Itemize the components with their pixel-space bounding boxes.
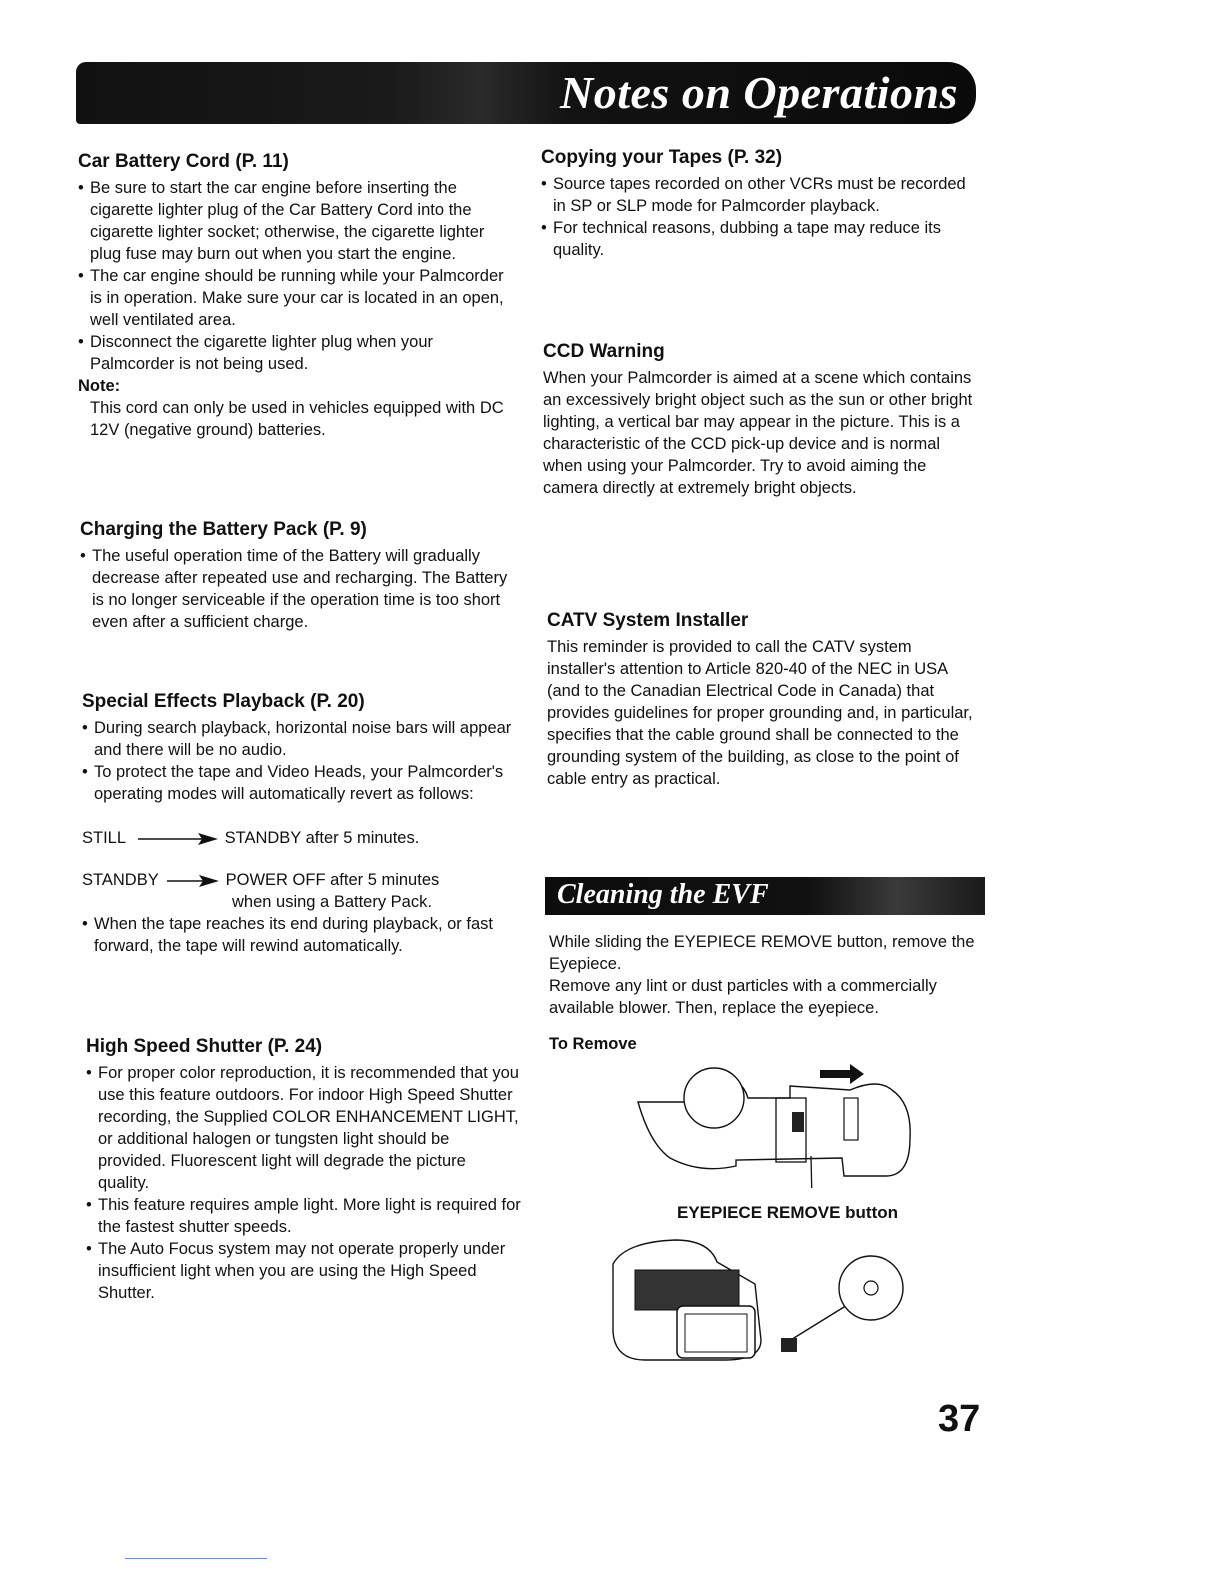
list-item: • When the tape reaches its end during playback, or fast forward, the tape will rewind automatically. <box>82 913 522 957</box>
list-item: • Be sure to start the car engine before inserting the cigarette lighter plug of the Car Battery Cord into the cigarette lighter socket; otherwise, the cigarette lighter plug fuse may burn out when you start the engine. <box>78 177 518 265</box>
note-label: Note: <box>78 377 121 395</box>
evf-banner <box>545 877 985 915</box>
special-effects-heading: Special Effects Playback (P. 20) <box>82 691 365 712</box>
list-item: • The car engine should be running while your Palmcorder is in operation. Make sure your car is located in an open, well ventilated area. <box>78 265 518 331</box>
list-item: • This feature requires ample light. More light is required for the fastest shutter speeds. <box>86 1194 521 1238</box>
page-number: 37 <box>938 1398 981 1440</box>
mode-flow-still <box>82 827 522 849</box>
copying-section <box>541 146 981 261</box>
special-effects-section <box>82 690 522 957</box>
copying-heading: Copying your Tapes (P. 32) <box>541 147 783 168</box>
ccd-heading: CCD Warning <box>543 341 665 362</box>
mode-flow-standby <box>82 869 522 913</box>
cleaning-illustration <box>605 1236 925 1366</box>
arrow-right-icon <box>163 874 221 888</box>
car-battery-heading: Car Battery Cord (P. 11) <box>78 151 289 172</box>
eyepiece-remove-callout: EYEPIECE REMOVE button <box>677 1203 899 1222</box>
list-item: • To protect the tape and Video Heads, your Palmcorder's operating modes will automatically revert as follows: <box>82 761 522 805</box>
list-item: • Disconnect the cigarette lighter plug when your Palmcorder is not being used. <box>78 331 518 375</box>
list-item: • The useful operation time of the Battery will gradually decrease after repeated use and recharging. The Battery is no longer serviceable if the operation time is too short even after a sufficient charge. <box>80 545 520 633</box>
header-banner <box>76 62 976 124</box>
car-battery-section <box>78 150 518 441</box>
catv-section <box>547 609 979 790</box>
high-speed-heading: High Speed Shutter (P. 24) <box>86 1036 323 1057</box>
page-title: Notes on Operations <box>560 67 958 118</box>
evf-text-1: While sliding the EYEPIECE REMOVE button, remove the Eyepiece. <box>549 933 975 973</box>
flow-from-standby: STANDBY <box>82 871 159 889</box>
list-item: • Source tapes recorded on other VCRs must be recorded in SP or SLP mode for Palmcorder playback. <box>541 173 981 217</box>
ccd-section <box>543 340 978 499</box>
evf-text-2: Remove any lint or dust particles with a commercially available blower. Then, replace the eyepiece. <box>549 977 937 1017</box>
arrow-right-icon <box>130 832 220 846</box>
flow-from-still: STILL <box>82 829 126 847</box>
ccd-text: When your Palmcorder is aimed at a scene which contains an excessively bright object such as the sun or other bright lighting, a vertical bar may appear in the picture. This is a characteristic of the CCD pick-up device and is normal when using your Palmcorder. Try to avoid aiming the camera directly at extremely bright objects. <box>543 369 973 497</box>
list-item: • During search playback, horizontal noise bars will appear and there will be no audio. <box>82 717 522 761</box>
charging-heading: Charging the Battery Pack (P. 9) <box>80 519 367 540</box>
catv-text: This reminder is provided to call the CATV system installer's attention to Article 820-40 of the NEC in USA (and to the Canadian Electrical Code in Canada) that provides guidelines for proper grounding and, in particular, specifies that the cable ground shall be connected to the grounding system of the building, as close to the point of cable entry as practical. <box>547 638 973 788</box>
list-item: • For technical reasons, dubbing a tape may reduce its quality. <box>541 217 981 261</box>
to-remove-label: To Remove <box>549 1035 637 1053</box>
flow-to-standby: STANDBY after 5 minutes. <box>224 829 420 847</box>
flow-continuation: when using a Battery Pack. <box>232 893 432 911</box>
list-item: • For proper color reproduction, it is recommended that you use this feature outdoors. For indoor High Speed Shutter recording, the Supplied COLOR ENHANCEMENT LIGHT, or additional halogen or tungsten light should be provided. Fluorescent light will degrade the picture quality. <box>86 1062 521 1194</box>
charging-section <box>80 518 520 633</box>
left-column <box>78 150 518 441</box>
evf-section <box>549 931 984 1055</box>
footer-rule <box>125 1558 267 1559</box>
high-speed-section <box>86 1035 521 1304</box>
list-item: • The Auto Focus system may not operate properly under insufficient light when you are using the High Speed Shutter. <box>86 1238 521 1304</box>
eyepiece-illustration <box>630 1058 920 1188</box>
note-text: This cord can only be used in vehicles equipped with DC 12V (negative ground) batteries. <box>90 399 504 439</box>
flow-to-power-off: POWER OFF after 5 minutes <box>225 871 440 889</box>
evf-banner-title: Cleaning the EVF <box>557 879 769 910</box>
arrow-right-icon <box>820 1064 864 1084</box>
catv-heading: CATV System Installer <box>547 610 749 631</box>
